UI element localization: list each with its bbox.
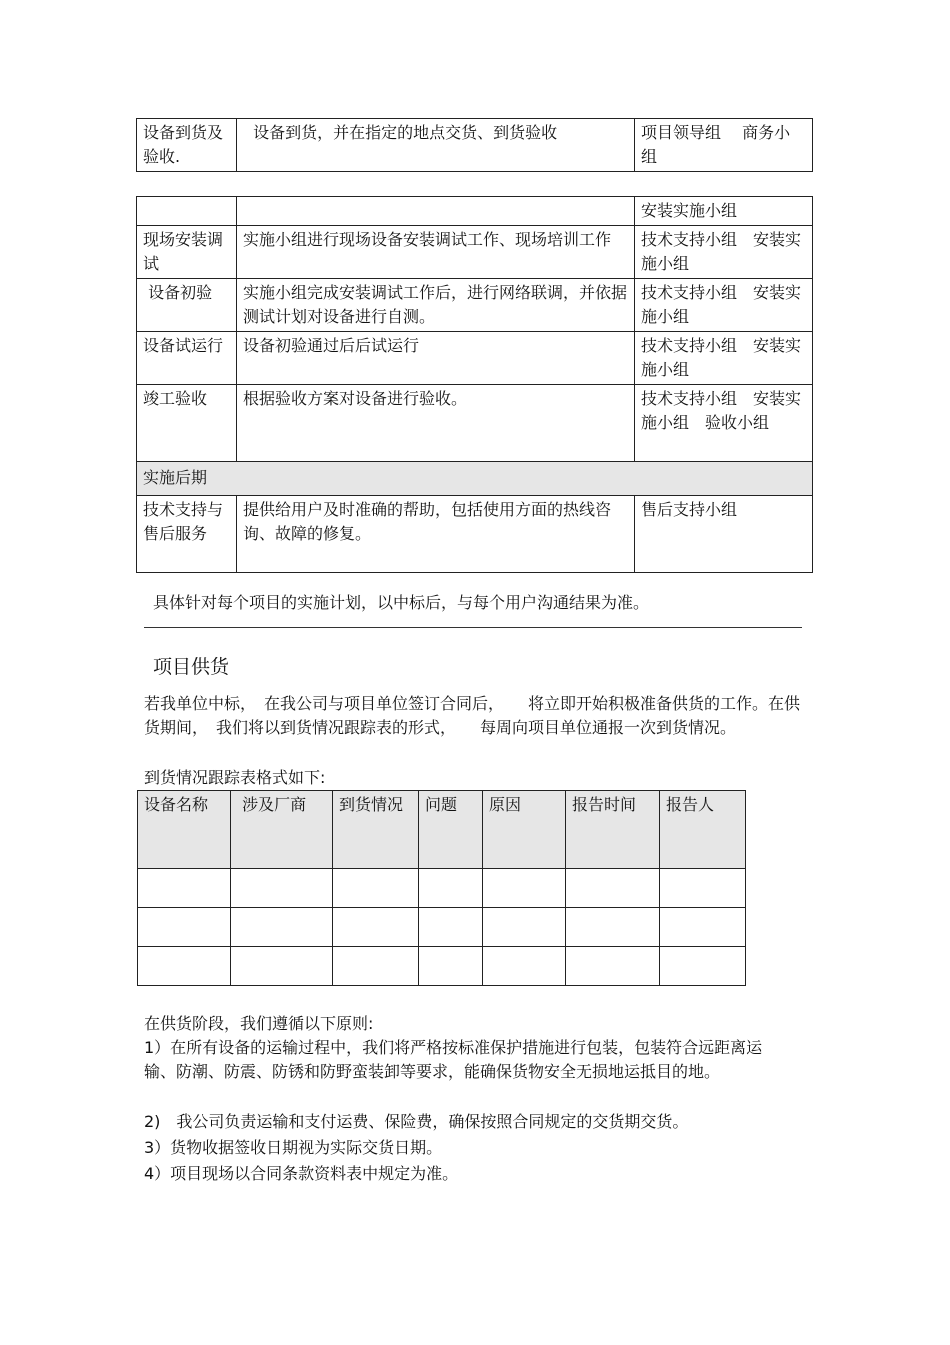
stage-description: 根据验收方案对设备进行验收。 xyxy=(237,385,635,462)
stage-name xyxy=(137,197,237,226)
empty-cell xyxy=(333,908,419,947)
stage-name: 现场安装调试 xyxy=(137,226,237,279)
table-row xyxy=(138,947,746,986)
principle-item: 2) 我公司负责运输和支付运费、保险费，确保按照合同规定的交货期交货。 xyxy=(144,1112,689,1131)
empty-cell xyxy=(660,869,746,908)
principle-item: 3）货物收据签收日期视为实际交货日期。 xyxy=(144,1138,443,1157)
stage-description: 提供给用户及时准确的帮助，包括使用方面的热线咨询、故障的修复。 xyxy=(237,496,635,573)
section-label: 实施后期 xyxy=(137,462,813,496)
empty-cell xyxy=(231,947,333,986)
stage-description: 设备到货，并在指定的地点交货、到货验收 xyxy=(237,119,635,172)
empty-cell xyxy=(138,869,231,908)
empty-cell xyxy=(231,869,333,908)
responsible-team: 售后支持小组 xyxy=(635,496,813,573)
stage-description: 设备初验通过后后试运行 xyxy=(237,332,635,385)
stage-name: 技术支持与售后服务 xyxy=(137,496,237,573)
column-header: 设备名称 xyxy=(138,791,231,869)
stage-name: 竣工验收 xyxy=(137,385,237,462)
empty-cell xyxy=(566,908,660,947)
stage-name: 设备到货及验收. xyxy=(137,119,237,172)
responsible-team: 项目领导组 商务小组 xyxy=(635,119,813,172)
section-row xyxy=(137,462,813,496)
plan-note: 具体针对每个项目的实施计划，以中标后，与每个用户沟通结果为准。 xyxy=(153,593,650,612)
empty-cell xyxy=(419,869,483,908)
responsible-team: 安装实施小组 xyxy=(635,197,813,226)
empty-cell xyxy=(419,908,483,947)
column-header: 问题 xyxy=(419,791,483,869)
empty-cell xyxy=(231,908,333,947)
table-row xyxy=(138,869,746,908)
column-header: 原因 xyxy=(483,791,566,869)
empty-cell xyxy=(138,908,231,947)
divider xyxy=(144,627,802,628)
empty-cell xyxy=(660,947,746,986)
responsible-team: 技术支持小组 安装实施小组 xyxy=(635,279,813,332)
responsible-team: 技术支持小组 安装实施小组 验收小组 xyxy=(635,385,813,462)
column-header: 到货情况 xyxy=(333,791,419,869)
header-row xyxy=(138,791,746,869)
table-row xyxy=(137,279,813,332)
delivery-acceptance-table xyxy=(136,118,813,172)
stage-description: 实施小组完成安装调试工作后，进行网络联调，并依据测试计划对设备进行自测。 xyxy=(237,279,635,332)
column-header: 报告时间 xyxy=(566,791,660,869)
principles-intro: 在供货阶段，我们遵循以下原则: xyxy=(144,1014,374,1033)
implementation-plan-table xyxy=(136,196,813,573)
stage-name: 设备初验 xyxy=(137,279,237,332)
section-title: 项目供货 xyxy=(153,656,230,678)
principle-item: 4）项目现场以合同条款资料表中规定为准。 xyxy=(144,1164,459,1183)
column-header: 报告人 xyxy=(660,791,746,869)
table-row xyxy=(137,197,813,226)
responsible-team: 技术支持小组 安装实施小组 xyxy=(635,226,813,279)
table-row xyxy=(137,226,813,279)
table-row xyxy=(137,496,813,573)
stage-description xyxy=(237,197,635,226)
empty-cell xyxy=(483,908,566,947)
stage-description: 实施小组进行现场设备安装调试工作、现场培训工作 xyxy=(237,226,635,279)
responsible-team: 技术支持小组 安装实施小组 xyxy=(635,332,813,385)
empty-cell xyxy=(333,869,419,908)
stage-name: 设备试运行 xyxy=(137,332,237,385)
table-row xyxy=(137,119,813,172)
empty-cell xyxy=(566,947,660,986)
intro-paragraph: 若我单位中标， 在我公司与项目单位签订合同后， 将立即开始积极准备供货的工作。在供货期间， 我们将以到货情况跟踪表的形式， 每周向项目单位通报一次到货情况。 xyxy=(144,694,801,737)
empty-cell xyxy=(566,869,660,908)
tracking-caption: 到货情况跟踪表格式如下: xyxy=(144,768,326,787)
empty-cell xyxy=(333,947,419,986)
empty-cell xyxy=(138,947,231,986)
column-header: 涉及厂商 xyxy=(231,791,333,869)
table-row xyxy=(137,332,813,385)
empty-cell xyxy=(419,947,483,986)
empty-cell xyxy=(483,869,566,908)
delivery-tracking-table xyxy=(137,790,746,986)
empty-cell xyxy=(660,908,746,947)
principle-item: 1）在所有设备的运输过程中，我们将严格按标准保护措施进行包装，包装符合远距离运输、防潮、防震、防锈和防野蛮装卸等要求，能确保货物安全无损地运抵目的地。 xyxy=(144,1038,763,1081)
table-row xyxy=(137,385,813,462)
empty-cell xyxy=(483,947,566,986)
table-row xyxy=(138,908,746,947)
